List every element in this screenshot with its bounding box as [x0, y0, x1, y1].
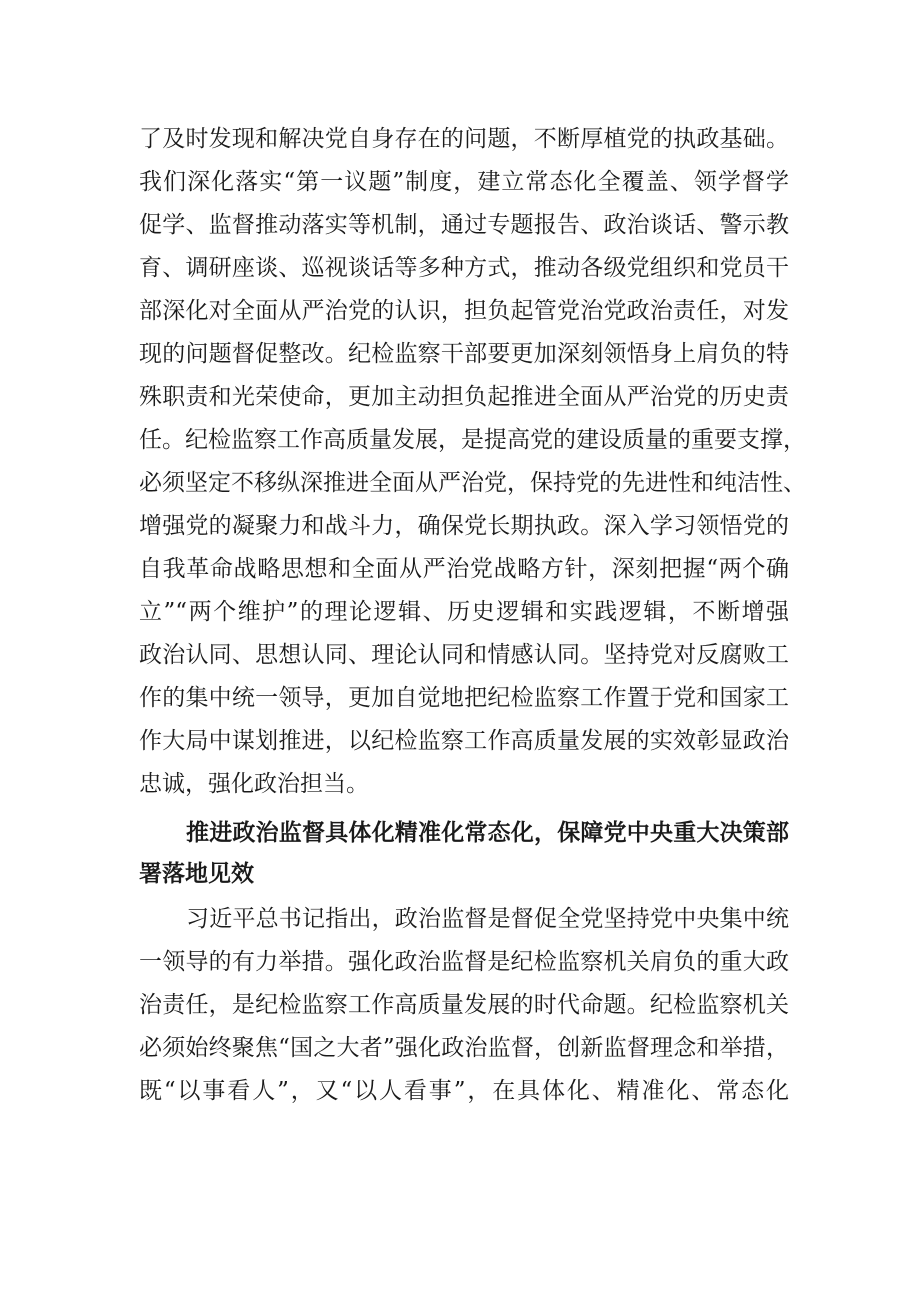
paragraph-line: 增强党的凝聚力和战斗力，确保党长期执政。深入学习领悟党的: [139, 513, 789, 539]
paragraph-line: 忠诚，强化政治担当。: [139, 771, 369, 797]
paragraph-line: 部深化对全面从严治党的认识，担负起管党治党政治责任，对发: [139, 298, 789, 324]
paragraph-line: 了及时发现和解决党自身存在的问题，不断厚植党的执政基础。: [139, 126, 789, 152]
paragraph-line: 自我革命战略思想和全面从严治党战略方针，深刻把握“两个确: [139, 556, 789, 582]
paragraph-line: 必须坚定不移纵深推进全面从严治党，保持党的先进性和纯洁性、: [139, 470, 806, 496]
section-heading-line: 推进政治监督具体化精准化常态化，保障党中央重大决策部: [186, 820, 789, 846]
paragraph-line: 作的集中统一领导，更加自觉地把纪检监察工作置于党和国家工: [139, 685, 789, 711]
paragraph-line: 治责任，是纪检监察工作高质量发展的时代命题。纪检监察机关: [139, 992, 789, 1018]
paragraph-line: 习近平总书记指出，政治监督是督促全党坚持党中央集中统: [186, 906, 789, 932]
paragraph-line: 任。纪检监察工作高质量发展，是提高党的建设质量的重要支撑，: [139, 427, 806, 453]
paragraph-line: 育、调研座谈、巡视谈话等多种方式，推动各级党组织和党员干: [139, 255, 789, 281]
paragraph-line: 必须始终聚焦“国之大者”强化政治监督，创新监督理念和举措，: [139, 1035, 789, 1061]
paragraph-line: 政治认同、思想认同、理论认同和情感认同。坚持党对反腐败工: [139, 642, 789, 668]
section-heading-line: 署落地见效: [139, 861, 254, 887]
paragraph-line: 一领导的有力举措。强化政治监督是纪检监察机关肩负的重大政: [139, 949, 789, 975]
paragraph-line: 既“以事看人”，又“以人看事”，在具体化、精准化、常态化: [139, 1078, 789, 1104]
paragraph-line: 我们深化落实“第一议题”制度，建立常态化全覆盖、领学督学: [139, 169, 789, 195]
paragraph-line: 促学、监督推动落实等机制，通过专题报告、政治谈话、警示教: [139, 212, 789, 238]
paragraph-line: 作大局中谋划推进，以纪检监察工作高质量发展的实效彰显政治: [139, 728, 789, 754]
paragraph-line: 立”“两个维护”的理论逻辑、历史逻辑和实践逻辑，不断增强: [139, 599, 789, 625]
paragraph-line: 殊职责和光荣使命，更加主动担负起推进全面从严治党的历史责: [139, 384, 789, 410]
paragraph-line: 现的问题督促整改。纪检监察干部要更加深刻领悟身上肩负的特: [139, 341, 789, 367]
